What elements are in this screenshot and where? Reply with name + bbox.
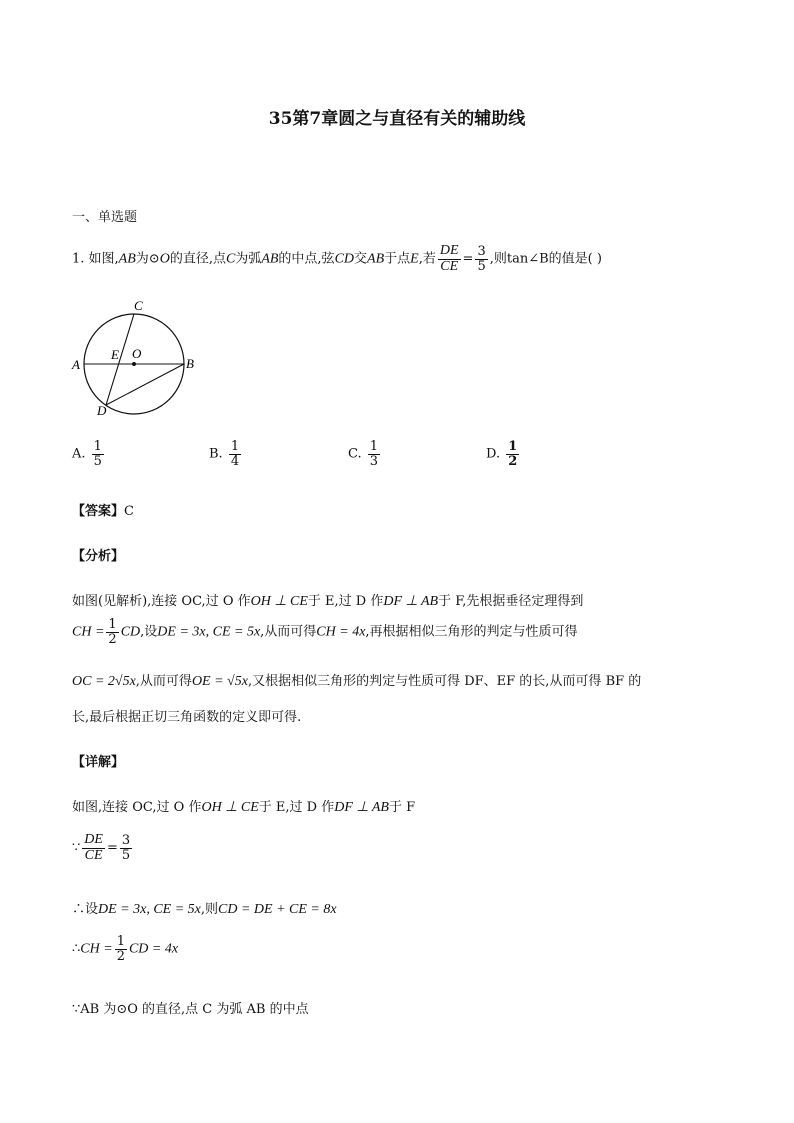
math-expr: CH = 4x — [316, 624, 366, 640]
fraction-denominator: 2 — [508, 453, 518, 469]
detail-line-1 — [72, 796, 415, 816]
fraction-numerator: DE — [439, 243, 459, 258]
question-text: 的直径,点 — [169, 251, 226, 267]
option-a[interactable] — [72, 440, 106, 468]
fraction-half — [115, 935, 127, 963]
option-d[interactable] — [486, 440, 521, 468]
option-label: A. — [72, 446, 86, 462]
question-1 — [72, 244, 602, 274]
analysis-text: 如图(见解析),连接 OC,过 O 作 — [72, 594, 251, 609]
option-c[interactable] — [348, 440, 382, 468]
detail-text: 于 E,过 D 作 — [258, 800, 335, 815]
analysis-text: 于 F,先根据垂径定理得到 — [438, 594, 584, 609]
fraction-numerator: DE — [84, 832, 103, 847]
question-text: 的值是( ) — [548, 251, 602, 267]
analysis-text: ,从而可得 — [135, 674, 192, 689]
therefore-symbol: ∴ — [72, 941, 81, 957]
option-label: D. — [486, 446, 501, 462]
fraction-numerator: 1 — [108, 617, 117, 632]
fraction-denominator: 5 — [121, 847, 131, 863]
page-title: 35第7章圆之与直径有关的辅助线 — [268, 109, 526, 129]
detail-text: ∴设 — [72, 902, 99, 917]
detail-text: ,则 — [200, 902, 219, 917]
fraction-numerator: 1 — [369, 439, 379, 454]
equals-sign: = — [462, 251, 474, 267]
label-c: C — [134, 298, 143, 313]
label-b: B — [186, 356, 194, 371]
option-fraction — [92, 440, 104, 468]
label-a: A — [72, 357, 80, 372]
fraction-denominator: 2 — [108, 631, 117, 647]
fraction-denominator: 3 — [369, 453, 379, 469]
math-expr: CD = 4x — [128, 941, 179, 957]
question-text: 的中点,弦 — [278, 251, 335, 267]
math-tan: tan∠B — [506, 251, 549, 267]
math-o: O — [159, 251, 170, 267]
answer-value: C — [124, 504, 134, 519]
analysis-text: ,设 — [140, 624, 158, 640]
fraction-denominator: 5 — [477, 258, 486, 274]
fraction-denominator: 5 — [93, 453, 102, 469]
detail-line-5: ∵AB 为⊙O 的直径,点 C 为弧 AB 的中点 — [72, 1002, 309, 1017]
fraction-denominator: CE — [84, 847, 103, 863]
question-text: 为⊙ — [135, 251, 160, 267]
fraction-numerator: 1 — [93, 439, 102, 454]
math-expr: DF ⊥ AB — [383, 594, 439, 609]
question-text: 交 — [354, 251, 368, 267]
fraction-value — [475, 245, 487, 273]
question-text: 为弧 — [235, 251, 262, 267]
label-d: D — [97, 403, 107, 418]
equals-sign: = — [106, 840, 118, 856]
label-o: O — [132, 346, 142, 361]
math-expr: DE = 3x, CE = 5x — [98, 902, 201, 917]
math-ab: AB — [261, 251, 279, 267]
analysis-text: ,又根据相似三角形的判定与性质可得 DF、EF 的长,从而可得 BF 的 — [247, 674, 642, 689]
center-point — [132, 362, 136, 366]
question-text: 1. 如图, — [72, 251, 119, 267]
fraction-half — [106, 618, 118, 646]
option-fraction — [506, 440, 519, 468]
fraction-numerator: 1 — [508, 439, 518, 454]
option-b[interactable] — [209, 440, 243, 468]
detail-line-4 — [72, 935, 178, 963]
option-fraction — [368, 440, 380, 468]
option-label: B. — [209, 446, 223, 462]
fraction-denominator: CE — [440, 258, 459, 274]
detail-text: 于 F — [388, 800, 416, 815]
math-expr: OH ⊥ CE — [201, 800, 259, 815]
label-e: E — [111, 347, 119, 362]
analysis-line-4: 长,最后根据正切三角函数的定义即可得. — [72, 710, 302, 725]
option-label: C. — [348, 446, 362, 462]
answer-tag: 【答案】 — [72, 504, 125, 519]
detail-line-2 — [72, 833, 134, 863]
math-expr: OC = 2√5x — [72, 674, 136, 689]
analysis-line-3 — [72, 670, 641, 690]
math-expr: CH = — [72, 624, 105, 640]
detail-tag: 【详解】 — [72, 755, 125, 770]
question-text: 于点 — [384, 251, 411, 267]
fraction-numerator: 1 — [116, 934, 125, 949]
fraction-numerator: 1 — [230, 439, 240, 454]
math-expr: CD — [120, 624, 141, 640]
math-expr: OE = √5x — [191, 674, 248, 689]
fraction-de-ce — [438, 244, 461, 274]
math-expr: DE = 3x, CE = 5x — [157, 624, 261, 640]
math-expr: CD = DE + CE = 8x — [218, 902, 337, 917]
analysis-line-1 — [72, 590, 583, 610]
question-text: ,若 — [418, 251, 436, 267]
analysis-tag: 【分析】 — [72, 549, 125, 564]
fraction-numerator: 3 — [477, 244, 486, 260]
math-expr: DF ⊥ AB — [334, 800, 389, 815]
fraction-denominator: 2 — [116, 948, 125, 964]
math-expr: CH = — [80, 941, 113, 957]
analysis-text: ,从而可得 — [260, 624, 317, 640]
because-symbol: ∵ — [72, 840, 81, 856]
fraction-value — [120, 834, 132, 862]
math-c: C — [225, 251, 236, 267]
detail-text: 如图,连接 OC,过 O 作 — [72, 800, 202, 815]
fraction-de-ce — [82, 833, 105, 863]
analysis-text: 于 E,过 D 作 — [307, 594, 384, 609]
analysis-text: ,再根据相似三角形的判定与性质可得 — [365, 624, 578, 640]
fraction-numerator: 3 — [121, 833, 131, 849]
math-e: E — [410, 251, 419, 267]
analysis-line-2 — [72, 618, 578, 646]
math-cd: CD — [334, 251, 355, 267]
fraction-denominator: 4 — [230, 453, 240, 469]
circle-figure — [66, 294, 216, 424]
question-text: ,则 — [489, 251, 507, 267]
segment-db — [106, 364, 184, 405]
math-expr: OH ⊥ CE — [250, 594, 308, 609]
option-fraction — [229, 440, 241, 468]
answer — [72, 500, 134, 519]
math-ab: AB — [367, 251, 385, 267]
detail-line-3 — [72, 898, 337, 918]
math-ab: AB — [118, 251, 136, 267]
section-heading: 一、单选题 — [72, 210, 138, 225]
